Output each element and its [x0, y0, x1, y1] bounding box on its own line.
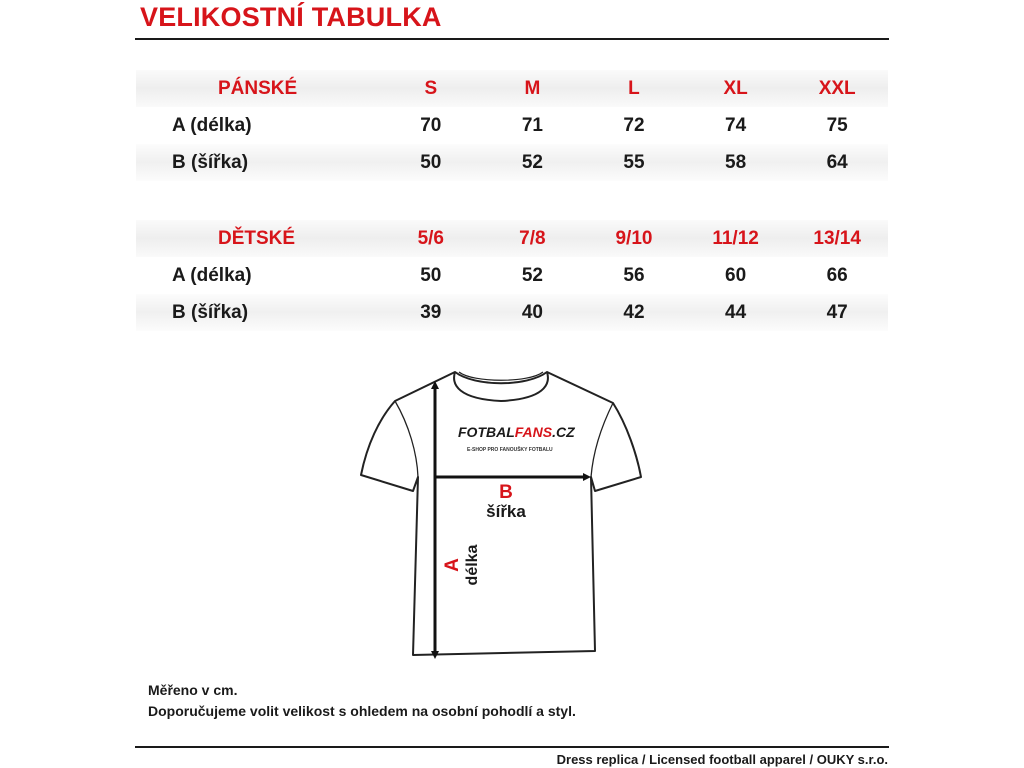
table-cell: 60 [725, 264, 747, 286]
size-label: L [628, 77, 640, 99]
table-cell: 50 [420, 264, 442, 286]
logo-part-2: FANS [514, 424, 553, 440]
table-cell: 52 [521, 264, 543, 286]
row-label: B (šířka) [172, 151, 249, 173]
table-cell: 70 [420, 114, 442, 136]
size-label: M [524, 77, 541, 99]
row-label: B (šířka) [172, 301, 249, 323]
width-label: šířka [486, 502, 526, 521]
kids-header-row [136, 220, 888, 257]
table-cell: 58 [725, 151, 747, 173]
table-cell: 72 [623, 114, 645, 136]
table-cell: 39 [420, 301, 442, 323]
kids-heading: DĚTSKÉ [218, 227, 296, 249]
table-cell: 74 [725, 114, 747, 136]
row-label: A (délka) [172, 114, 252, 136]
table-row [136, 294, 888, 331]
table-cell: 44 [725, 301, 747, 323]
size-label: XXL [818, 77, 856, 99]
page-title: VELIKOSTNÍ TABULKA [140, 2, 442, 32]
size-label: 5/6 [417, 227, 444, 249]
title-divider [135, 38, 889, 40]
length-label: délka [464, 544, 481, 586]
size-label: 11/12 [712, 227, 759, 249]
logo-tagline: E-SHOP PRO FANOUŠKY FOTBALU [467, 447, 553, 453]
footer-divider [135, 746, 889, 748]
kids-size-table [136, 220, 888, 331]
size-label: S [424, 77, 438, 99]
table-row [136, 144, 888, 181]
tshirt-diagram [355, 355, 667, 665]
table-row [136, 257, 888, 294]
table-cell: 56 [623, 264, 645, 286]
size-label: 9/10 [615, 227, 653, 249]
table-cell: 55 [623, 151, 645, 173]
table-cell: 75 [826, 114, 848, 136]
table-cell: 64 [826, 151, 848, 173]
table-cell: 52 [521, 151, 543, 173]
size-label: 7/8 [519, 227, 546, 249]
mens-header-row [136, 70, 888, 107]
table-row [136, 107, 888, 144]
svg-text:FOTBALFANS.CZ [458, 424, 575, 440]
logo-part-1: FOTBAL [458, 424, 515, 440]
mens-size-table [136, 70, 888, 181]
recommendation-note: Doporučujeme volit velikost s ohledem na osobní pohodlí a styl. [148, 703, 576, 719]
table-cell: 66 [826, 264, 848, 286]
width-letter: B [499, 482, 513, 503]
measurement-note: Měřeno v cm. [148, 682, 238, 698]
size-label: XL [723, 77, 748, 99]
size-label: 13/14 [813, 227, 861, 249]
table-cell: 71 [521, 114, 543, 136]
footer-text: Dress replica / Licensed football apparel / OUKY s.r.o. [556, 752, 888, 767]
logo-part-3: .CZ [552, 424, 575, 440]
mens-heading: PÁNSKÉ [218, 77, 298, 99]
table-cell: 40 [521, 301, 543, 323]
table-cell: 42 [623, 301, 645, 323]
table-cell: 50 [420, 151, 442, 173]
row-label: A (délka) [172, 264, 252, 286]
length-letter: A [442, 558, 463, 572]
table-cell: 47 [826, 301, 848, 323]
